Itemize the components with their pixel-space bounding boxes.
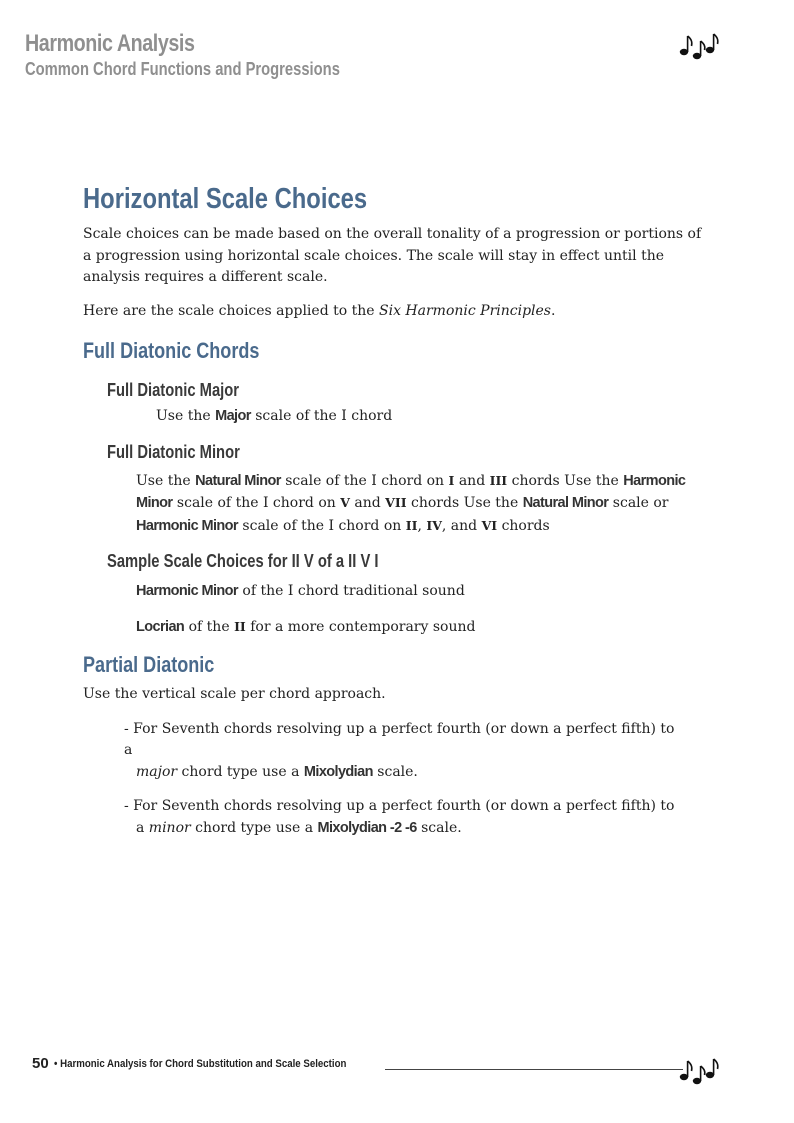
bullet-1-keyword: Mixolydian [303,763,373,780]
page-footer [32,1053,682,1077]
minor-k3: Natural Minor [522,495,609,511]
bullet-item-1 [124,719,684,784]
minor-t1: Use the [136,472,196,489]
sample-line-1-text: of the I chord traditional sound [237,583,465,599]
minor-t2: scale of the I chord on [280,472,449,489]
minor-t10: , [417,517,427,534]
sample-line-2-roman: II [234,618,246,634]
intro-paragraph: Scale choices can be made based on the overall tonality of a progression or portions of a progression using horizontal scale choices. The scale will stay in effect until the analysis requires a different scale. [83,226,702,285]
header-subtitle: Common Chord Functions and Progressions [25,59,340,79]
full-diatonic-major-heading: Full Diatonic Major [107,380,240,400]
minor-r2: III [489,472,508,488]
full-diatonic-minor-heading: Full Diatonic Minor [107,441,240,462]
principles-prefix: Here are the scale choices applied to the [83,302,379,319]
minor-t8: scale or [608,495,669,511]
minor-t5: scale of the I chord on [172,495,341,511]
bullet-2-emphasis: minor [148,819,191,836]
bullet-1-emphasis: major [136,763,178,780]
sample-line-2-keyword: Locrian [136,618,185,635]
full-diatonic-major-text [156,406,713,428]
footer-rule [385,1069,683,1070]
major-keyword: Major [215,408,251,424]
eighth-notes-icon [678,1057,720,1085]
section-heading: Horizontal Scale Choices [83,183,368,215]
minor-k1: Natural Minor [195,472,281,489]
minor-k2: Harmonic Minor [136,472,686,511]
eighth-notes-icon [678,32,720,60]
sample-line-2-text-a: of the [184,618,235,635]
full-diatonic-heading: Full Diatonic Chords [83,338,260,363]
partial-diatonic-intro: Use the vertical scale per chord approach. [83,686,386,702]
minor-t11: , and [441,517,482,534]
sample-line-2 [136,616,696,639]
minor-k4: Harmonic Minor [136,517,238,534]
minor-r7: VI [481,517,498,533]
page-number: 50 [32,1055,49,1072]
bullet-1-text-a: chord type use a [177,763,304,780]
header-title: Harmonic Analysis [25,30,195,57]
minor-r3: V [340,495,350,510]
principles-suffix: . [551,302,556,319]
principles-title: Six Harmonic Principles [379,302,551,319]
sample-line-2-text-b: for a more contemporary sound [245,618,476,635]
bullet-2-text-b: scale. [416,819,462,836]
minor-r1: I [448,472,455,488]
minor-r4: VII [385,495,407,510]
major-text-b: scale of the I chord [250,408,393,424]
minor-r5: II [405,517,418,533]
bullet-item-2 [124,796,684,839]
major-text-a: Use the [156,408,216,424]
sample-scale-heading: Sample Scale Choices for II V of a II V I [107,551,379,571]
bullet-1-text-b: scale. [372,763,418,780]
principles-paragraph [83,301,713,323]
minor-t9: scale of the I chord on [237,517,406,534]
bullet-1-line-1: - For Seventh chords resolving up a perfect fourth (or down a perfect fifth) to a [124,720,675,758]
sample-line-1-keyword: Harmonic Minor [136,583,238,599]
minor-t12: chords [497,517,550,534]
sample-line-1 [136,581,696,603]
main-content [83,180,713,839]
minor-t6: and [349,495,386,511]
bullet-2-text-pre: a [136,819,149,836]
minor-t4: chords Use the [507,472,624,489]
minor-r6: IV [426,517,442,533]
bullet-2-text-a: chord type use a [190,819,318,836]
footer-text: • Harmonic Analysis for Chord Substitution and Scale Selection [54,1058,347,1070]
bullet-2-line-1: - For Seventh chords resolving up a perfect fourth (or down a perfect fifth) to [124,798,675,814]
full-diatonic-minor-text [136,470,696,538]
minor-t7: chords Use the [406,495,523,511]
partial-diatonic-heading: Partial Diatonic [83,652,215,677]
bullet-2-keyword: Mixolydian -2 -6 [317,819,417,836]
minor-t3: and [454,472,490,489]
